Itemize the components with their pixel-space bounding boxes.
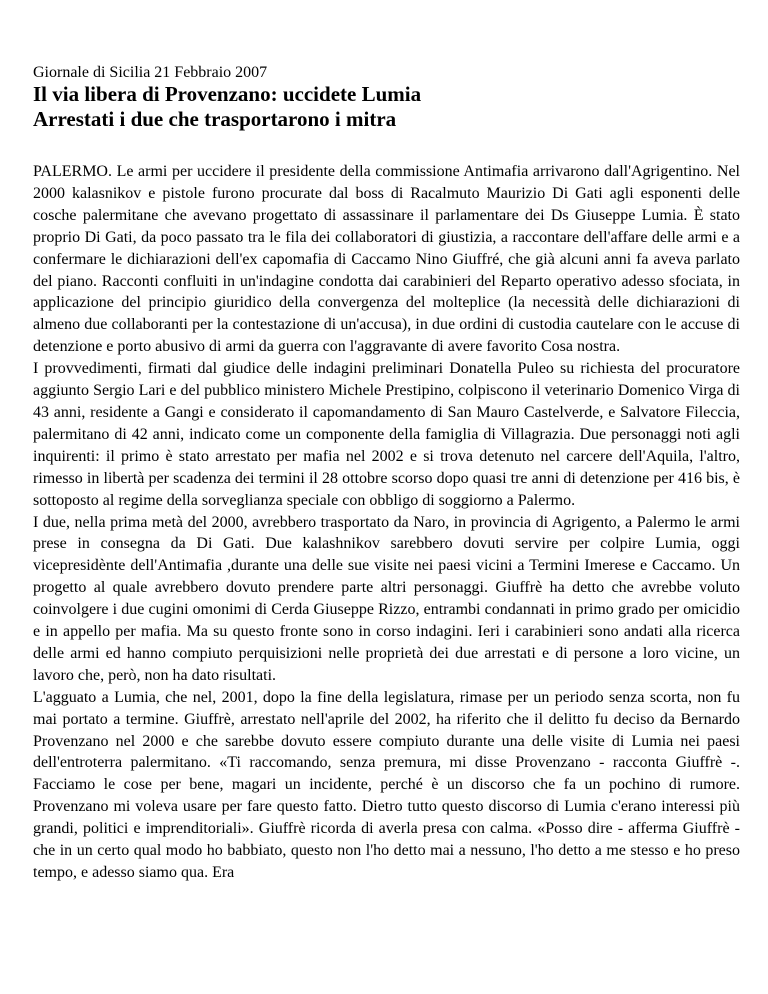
article-paragraph: I provvedimenti, firmati dal giudice delle indagini preliminari Donatella Puleo su richiesta del procuratore aggiunto Sergio Lari e del pubblico ministero Michele Prestipino, colpiscono il veterinario Domenico Virga di 43 anni, residente a Gangi e considerato il capomandamento di San Mauro Castelverde, e Salvatore Fileccia, palermitano di 42 anni, indicato come un componente della famiglia di Villagrazia. Due personaggi noti agli inquirenti: il primo è stato arrestato per mafia nel 2002 e si trova detenuto nel carcere dell'Aquila, l'altro, rimesso in libertà per scadenza dei termini il 28 ottobre scorso dopo quasi tre anni di detenzione per 416 bis, è sottoposto al regime della sorveglianza speciale con obbligo di soggiorno a Palermo. bbox=[33, 360, 740, 509]
article-paragraph: I due, nella prima metà del 2000, avrebbero trasportato da Naro, in provincia di Agrigento, a Palermo le armi prese in consegna da Di Gati. Due kalashnikov sarebbero dovuti servire per colpire Lumia, oggi vicepresidènte dell'Antimafia ,durante una delle sue visite nei paesi vicini a Termini Imerese e Caccamo. Un progetto al quale avrebbero dovuto prendere parte altri personaggi. Giuffrè ha detto che avrebbe voluto coinvolgere i due cugini omonimi di Cerda Giuseppe Rizzo, entrambi condannati in primo grado per omicidio e in appello per mafia. Ma su questo fronte sono in corso indagini. Ieri i carabinieri sono andati alla ricerca delle armi ed hanno compiuto perquisizioni nelle proprietà dei due arrestati e di persone a loro vicine, un lavoro che, però, non ha dato risultati. bbox=[33, 513, 740, 684]
headline-primary: Il via libera di Provenzano: uccidete Lumia bbox=[33, 82, 422, 106]
newspaper-source-line: Giornale di Sicilia 21 Febbraio 2007 bbox=[33, 64, 268, 81]
article-paragraph: L'agguato a Lumia, che nel, 2001, dopo la fine della legislatura, rimase per un periodo senza scorta, non fu mai portato a termine. Giuffrè, arrestato nell'aprile del 2002, ha riferito che il delitto fu deciso da Bernardo Provenzano nel 2000 e che sarebbe dovuto essere compiuto durante una delle visite di Lumia nei paesi dell'entroterra palermitano. «Ti raccomando, senza premura, mi disse Provenzano - racconta Giuffrè -. Facciamo le cose per bene, magari un incidente, perché è un discorso che fa un pochino di rumore. Provenzano mi voleva usare per fare questo fatto. Dietro tutto questo discorso di Lumia c'erano interessi più grandi, politici e imprenditoriali». Giuffrè ricorda di averla presa con calma. «Posso dire - afferma Giuffrè - che in un certo qual modo ho babbiato, questo non l'ho detto mai a nessuno, l'ho detto a me stesso e ho preso tempo, e adesso siamo qua. Era bbox=[33, 688, 740, 881]
article-body bbox=[33, 161, 740, 884]
article-page bbox=[33, 64, 740, 884]
article-paragraph: PALERMO. Le armi per uccidere il presidente della commissione Antimafia arrivarono dall'Agrigentino. Nel 2000 kalasnikov e pistole furono procurate dal boss di Racalmuto Maurizio Di Gati agli esponenti delle cosche palermitane che avevano progettato di assassinare il parlamentare dei Ds Giuseppe Lumia. È stato proprio Di Gati, da poco passato tra le fila dei collaboratori di giustizia, a raccontare dell'affare delle armi e a confermare le dichiarazioni dell'ex capomafia di Caccamo Nino Giuffré, che già alcuni anni fa aveva parlato del piano. Racconti confluiti in un'indagine condotta dai carabinieri del Reparto operativo adesso sfociata, in applicazione del principio giuridico della convergenza del molteplice (la necessità delle dichiarazioni di almeno due collaboranti per la contestazione di un'accusa), in due ordini di custodia cautelare con le accuse di detenzione e porto abusivo di armi da guerra con l'aggravante di avere favorito Cosa nostra. bbox=[33, 163, 740, 356]
headline-secondary: Arrestati i due che trasportarono i mitra bbox=[33, 107, 397, 131]
